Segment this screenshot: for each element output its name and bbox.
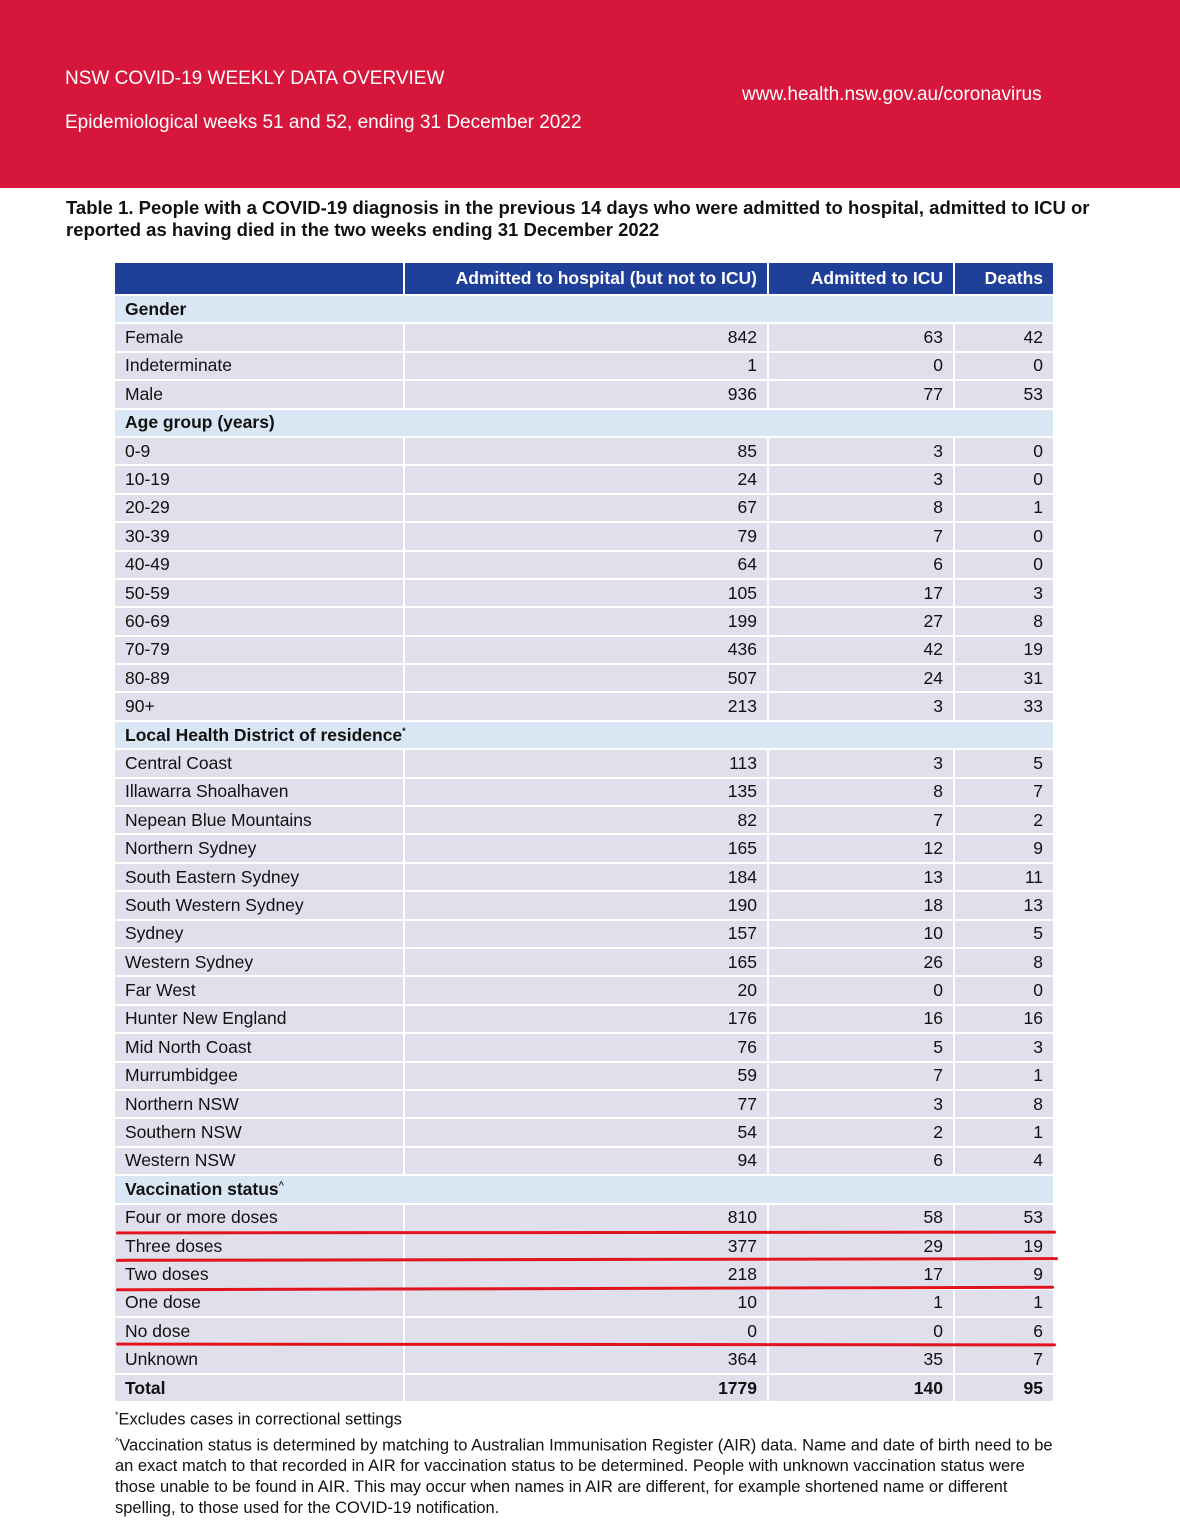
value-cell: 165 [404,834,768,862]
table-row [115,1033,1053,1061]
total-value: 140 [768,1374,954,1401]
value-cell: 8 [954,948,1053,976]
row-label: No dose [115,1317,404,1345]
value-cell: 63 [768,323,954,351]
table-row [115,1289,1053,1317]
value-cell: 1 [768,1289,954,1317]
section-title: Vaccination status [125,1178,279,1199]
row-label: 0-9 [115,437,404,465]
value-cell: 76 [404,1033,768,1061]
table-header-row [115,263,1053,295]
value-cell: 31 [954,664,1053,692]
value-cell: 53 [954,1204,1053,1232]
value-cell: 26 [768,948,954,976]
section-title-cell [115,721,1053,749]
total-value: 95 [954,1374,1053,1401]
header-banner [0,0,1180,188]
value-cell: 16 [954,1005,1053,1033]
row-label: 70-79 [115,636,404,664]
table-row [115,551,1053,579]
table-row [115,806,1053,834]
value-cell: 24 [768,664,954,692]
value-cell: 9 [954,834,1053,862]
table-body [115,295,1053,1401]
value-cell: 105 [404,579,768,607]
row-label: Northern Sydney [115,834,404,862]
value-cell: 1 [954,1289,1053,1317]
row-label: Nepean Blue Mountains [115,806,404,834]
value-cell: 0 [954,522,1053,550]
value-cell: 24 [404,465,768,493]
value-cell: 3 [954,1033,1053,1061]
table-row [115,636,1053,664]
value-cell: 77 [768,380,954,408]
section-header-row [115,295,1053,323]
table-row [115,1062,1053,1090]
value-cell: 113 [404,749,768,777]
footnote-marker: ^ [115,1435,120,1446]
value-cell: 13 [768,863,954,891]
value-cell: 77 [404,1090,768,1118]
section-header-row [115,721,1053,749]
value-cell: 176 [404,1005,768,1033]
value-cell: 3 [768,692,954,720]
value-cell: 82 [404,806,768,834]
table-row [115,1147,1053,1175]
value-cell: 53 [954,380,1053,408]
value-cell: 507 [404,664,768,692]
total-label: Total [115,1374,404,1401]
value-cell: 10 [404,1289,768,1317]
value-cell: 199 [404,607,768,635]
value-cell: 135 [404,778,768,806]
value-cell: 842 [404,323,768,351]
table-row [115,749,1053,777]
value-cell: 157 [404,920,768,948]
row-label: Southern NSW [115,1118,404,1146]
value-cell: 1 [404,352,768,380]
table-row [115,1005,1053,1033]
value-cell: 16 [768,1005,954,1033]
footnote-text: Excludes cases in correctional settings [118,1410,402,1429]
value-cell: 8 [768,778,954,806]
value-cell: 7 [768,522,954,550]
table-row [115,465,1053,493]
report-title: NSW COVID-19 WEEKLY DATA OVERVIEW [65,68,445,89]
row-label: 50-59 [115,579,404,607]
value-cell: 0 [954,352,1053,380]
value-cell: 810 [404,1204,768,1232]
value-cell: 5 [954,920,1053,948]
value-cell: 42 [954,323,1053,351]
value-cell: 184 [404,863,768,891]
report-subtitle: Epidemiological weeks 51 and 52, ending 31 December 2022 [65,112,582,133]
table-row [115,323,1053,351]
value-cell: 64 [404,551,768,579]
row-label: 90+ [115,692,404,720]
row-label: Unknown [115,1345,404,1373]
value-cell: 1 [954,1118,1053,1146]
value-cell: 5 [768,1033,954,1061]
section-header-row [115,409,1053,437]
footnote-correctional [115,1405,1055,1431]
table-row [115,522,1053,550]
row-label: 20-29 [115,494,404,522]
section-marker: * [402,725,406,736]
value-cell: 13 [954,891,1053,919]
value-cell: 3 [768,749,954,777]
value-cell: 7 [768,806,954,834]
value-cell: 12 [768,834,954,862]
table-row [115,607,1053,635]
row-label: Indeterminate [115,352,404,380]
value-cell: 1 [954,494,1053,522]
value-cell: 67 [404,494,768,522]
value-cell: 79 [404,522,768,550]
value-cell: 9 [954,1260,1053,1288]
table-row [115,494,1053,522]
footnote-vaccination [115,1431,1055,1520]
value-cell: 936 [404,380,768,408]
column-header: Admitted to hospital (but not to ICU) [404,263,768,295]
value-cell: 0 [954,465,1053,493]
section-title: Age group (years) [125,412,275,433]
value-cell: 8 [954,607,1053,635]
row-label: 80-89 [115,664,404,692]
value-cell: 33 [954,692,1053,720]
value-cell: 213 [404,692,768,720]
row-label: South Eastern Sydney [115,863,404,891]
table-row [115,437,1053,465]
row-label: South Western Sydney [115,891,404,919]
footnotes [115,1405,1055,1519]
value-cell: 6 [768,1147,954,1175]
column-header: Deaths [954,263,1053,295]
value-cell: 0 [954,976,1053,1004]
value-cell: 54 [404,1118,768,1146]
row-label: Female [115,323,404,351]
column-header: Admitted to ICU [768,263,954,295]
value-cell: 27 [768,607,954,635]
value-cell: 0 [954,437,1053,465]
section-header-row [115,1175,1053,1203]
value-cell: 8 [768,494,954,522]
section-title-cell [115,409,1053,437]
row-label: One dose [115,1289,404,1317]
website-link[interactable]: www.health.nsw.gov.au/coronavirus [742,84,1042,105]
section-marker: ^ [278,1179,284,1190]
value-cell: 35 [768,1345,954,1373]
table-row [115,692,1053,720]
value-cell: 436 [404,636,768,664]
value-cell: 17 [768,1260,954,1288]
value-cell: 94 [404,1147,768,1175]
value-cell: 3 [954,579,1053,607]
table-row [115,976,1053,1004]
row-label: Northern NSW [115,1090,404,1118]
value-cell: 377 [404,1232,768,1260]
column-header [115,263,404,295]
section-title: Gender [125,298,187,319]
value-cell: 4 [954,1147,1053,1175]
value-cell: 7 [954,778,1053,806]
value-cell: 2 [954,806,1053,834]
table-row [115,1345,1053,1373]
table-row [115,1232,1053,1260]
value-cell: 42 [768,636,954,664]
table-row [115,920,1053,948]
value-cell: 3 [768,1090,954,1118]
table-row [115,834,1053,862]
value-cell: 6 [768,551,954,579]
table-row [115,579,1053,607]
value-cell: 218 [404,1260,768,1288]
row-label: 10-19 [115,465,404,493]
value-cell: 7 [954,1345,1053,1373]
row-label: 30-39 [115,522,404,550]
row-label: Illawarra Shoalhaven [115,778,404,806]
row-label: Western NSW [115,1147,404,1175]
value-cell: 19 [954,1232,1053,1260]
value-cell: 6 [954,1317,1053,1345]
row-label: Central Coast [115,749,404,777]
value-cell: 3 [768,437,954,465]
value-cell: 20 [404,976,768,1004]
value-cell: 59 [404,1062,768,1090]
table-row [115,1317,1053,1345]
row-label: Sydney [115,920,404,948]
row-label: Far West [115,976,404,1004]
value-cell: 0 [768,1317,954,1345]
value-cell: 0 [954,551,1053,579]
value-cell: 29 [768,1232,954,1260]
value-cell: 8 [954,1090,1053,1118]
table-row [115,352,1053,380]
value-cell: 0 [768,352,954,380]
table-row [115,380,1053,408]
row-label: Hunter New England [115,1005,404,1033]
total-value: 1779 [404,1374,768,1401]
value-cell: 18 [768,891,954,919]
table-row [115,1090,1053,1118]
value-cell: 190 [404,891,768,919]
value-cell: 0 [768,976,954,1004]
section-title-cell [115,1175,1053,1203]
value-cell: 58 [768,1204,954,1232]
row-label: Two doses [115,1260,404,1288]
table-row [115,891,1053,919]
section-title: Local Health District of residence [125,724,403,745]
row-label: Four or more doses [115,1204,404,1232]
table-row [115,664,1053,692]
row-label: Western Sydney [115,948,404,976]
row-label: Murrumbidgee [115,1062,404,1090]
footnote-marker: * [115,1410,119,1420]
row-label: Mid North Coast [115,1033,404,1061]
table-row [115,863,1053,891]
value-cell: 19 [954,636,1053,664]
value-cell: 364 [404,1345,768,1373]
value-cell: 5 [954,749,1053,777]
row-label: 60-69 [115,607,404,635]
value-cell: 17 [768,579,954,607]
value-cell: 1 [954,1062,1053,1090]
value-cell: 165 [404,948,768,976]
value-cell: 0 [404,1317,768,1345]
value-cell: 11 [954,863,1053,891]
value-cell: 85 [404,437,768,465]
section-title-cell [115,295,1053,323]
value-cell: 3 [768,465,954,493]
row-label: Three doses [115,1232,404,1260]
table-caption: Table 1. People with a COVID-19 diagnosis in the previous 14 days who were admitted to hospital, admitted to ICU or reported as having died in the two weeks ending 31 December 2022 [66,197,1090,240]
footnote-text: Vaccination status is determined by matching to Australian Immunisation Register (AIR) data. Name and date of birth need to be an exact match to that recorded in AIR for vaccination status to be determined. People with unknown vaccination status were those unable to be found in AIR. This may occur when names in AIR are different, for example shortened name or different spelling, to those used for the COVID-19 notification. [115,1436,1053,1517]
value-cell: 2 [768,1118,954,1146]
table-row [115,1118,1053,1146]
total-row [115,1374,1053,1401]
table-row [115,778,1053,806]
value-cell: 7 [768,1062,954,1090]
table-row [115,1204,1053,1232]
table-row [115,1260,1053,1288]
value-cell: 10 [768,920,954,948]
table-row [115,948,1053,976]
row-label: Male [115,380,404,408]
row-label: 40-49 [115,551,404,579]
